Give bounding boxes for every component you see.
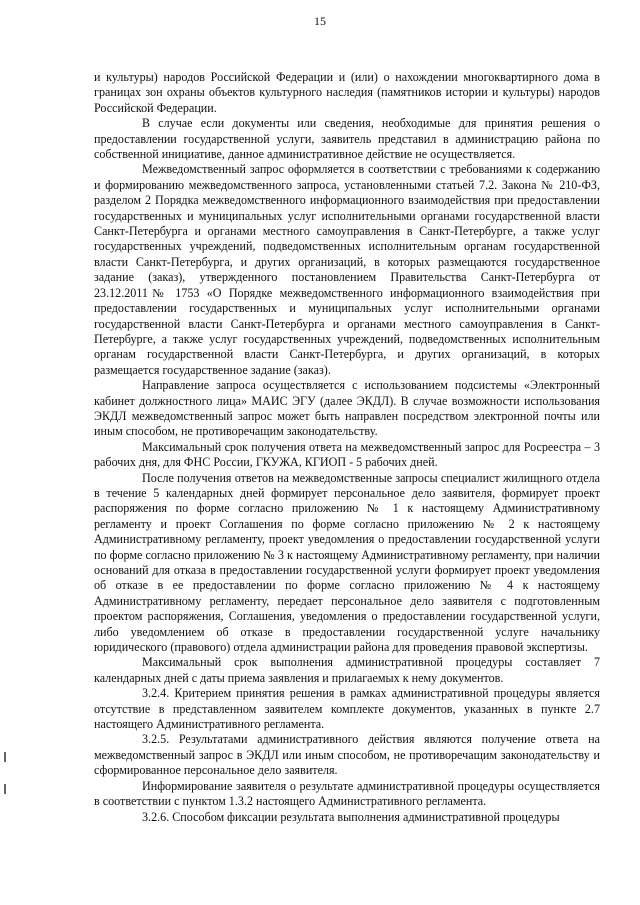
document-body (94, 70, 600, 825)
paragraph-3-2-5: 3.2.5. Результатами административного действия являются получение ответа на межведомственный запрос в ЭКДЛ или иным способом, не противоречащим законодательству и сформированное персональное дело заявителя. (94, 732, 600, 778)
paragraph-3-2-6: 3.2.6. Способом фиксации результата выполнения административной процедуры (142, 809, 560, 824)
paragraph-procedure-deadline: Максимальный срок выполнения административной процедуры составляет 7 календарных дней с даты приема заявления и прилагаемых к нему документов. (94, 655, 600, 685)
paragraph-response-deadline: Максимальный срок получения ответа на межведомственный запрос для Росреестра – 3 рабочих дня, для ФНС России, ГКУЖА, КГИОП - 5 рабочих дней. (94, 439, 600, 470)
scan-margin-marks (4, 752, 8, 816)
paragraph-continuation: и культуры) народов Российской Федерации и (или) о нахождении многоквартирного дома в границах зон охраны объектов культурного наследия (памятников истории и культуры) народов Российской Федерации. (94, 70, 600, 115)
scan-mark (4, 752, 6, 762)
paragraph-own-initiative: В случае если документы или сведения, необходимые для принятия решения о предоставлении государственной услуги, заявитель представил в администрацию района по собственной инициативе, данное административное действие не осуществляется. (94, 116, 600, 162)
paragraph-personal-file: После получения ответов на межведомственные запросы специалист жилищного отдела в течение 5 календарных дней формирует персональное дело заявителя, формирует проект распоряжения по форме согласно приложению № 1 к настоящему Административному регламенту и проект Соглашения по форме согласно приложению № 2 к настоящему Административному регламенту, проект уведомления о предоставлении государственной услуги по форме согласно приложению № 3 к настоящему Административному регламенту, при наличии оснований для отказа в предоставлении государственной услуги формирует проект уведомления об отказе в ее предоставлении по форме согласно приложению № 4 к настоящему Административному регламенту, передает персональное дело заявителя с подготовленным проектом распоряжения, Соглашения, уведомления о предоставлении государственной услуги, либо уведомлением об отказе в предоставлении государственной услуге начальнику юридического (правового) отдела администрации района для проведения правовой экспертизы. (94, 470, 600, 655)
paragraph-3-2-4: 3.2.4. Критерием принятия решения в рамках административной процедуры является отсутствие в представленном заявителем комплекте документов, указанных в пункте 2.7 настоящего Административного регламента. (94, 686, 600, 732)
page-number: 15 (314, 14, 326, 28)
paragraph-request-format: Межведомственный запрос оформляется в соответствии с требованиями к содержанию и формированию межведомственного запроса, установленными статьей 7.2. Закона № 210-ФЗ, разделом 2 Порядка межведомственного информационного взаимодействия при предоставлении государственных и муниципальных услуг исполнительными органами государственной власти Санкт-Петербурга и органами местного самоуправления в Санкт-Петербурге, а также услуг государственных учреждений, подведомственных исполнительным органам государственной власти Санкт-Петербурга, и других организаций, в которых размещаются государственное задание (заказ), утвержденного постановлением Правительства Санкт-Петербурга от 23.12.2011№ 1753 «О Порядке межведомственного информационного взаимодействия при предоставлении государственных и муниципальных услуг исполнительными органами государственной власти Санкт-Петербурга и органами местного самоуправления в Санкт-Петербурге, а также услуг государственных учреждений, подведомственных исполнительным органам государственной власти Санкт-Петербурга, и других организаций, в которых размещается государственное задание (заказ). (94, 162, 600, 377)
paragraph-request-channel: Направление запроса осуществляется с использованием подсистемы «Электронный кабинет должностного лица» МАИС ЭГУ (далее ЭКДЛ). В случае возможности использования ЭКДЛ межведомственный запрос может быть направлен посредством электронной почты или иным способом, не противоречащим законодательству. (94, 378, 600, 439)
scan-mark (4, 784, 6, 794)
paragraph-informing: Информирование заявителя о результате административной процедуры осуществляется в соответствии с пунктом 1.3.2 настоящего Административного регламента. (94, 778, 600, 809)
